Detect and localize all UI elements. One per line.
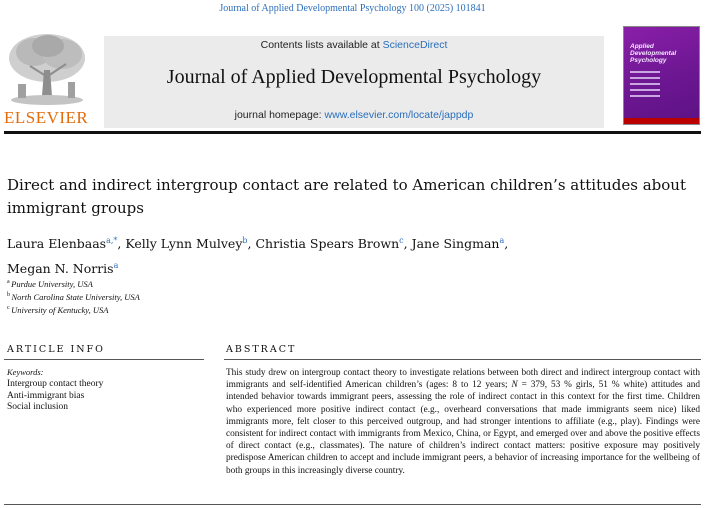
journal-cover[interactable] bbox=[623, 26, 700, 125]
homepage-link[interactable]: www.elsevier.com/locate/jappdp bbox=[324, 109, 474, 121]
affiliation-item: $^b$ North Carolina State University, USA bbox=[7, 291, 140, 302]
journal-banner bbox=[104, 36, 604, 128]
contents-line bbox=[104, 39, 604, 51]
keywords-label: Keywords: bbox=[7, 367, 44, 377]
author-name[interactable]: Kelly Lynn Mulvey bbox=[125, 236, 243, 252]
author-list: Laura Elenbaas$^{a,*}$, Kelly Lynn Mulvey$^b$, Christia Spears Brown$^c$, Jane Singman$^a$, Megan N. Norris$^a$ bbox=[7, 236, 509, 277]
keyword-item: Social inclusion bbox=[7, 402, 68, 412]
header-rule bbox=[4, 131, 701, 134]
article-title: Direct and indirect intergroup contact are related to American children’s attitudes about immigrant groups bbox=[7, 176, 686, 217]
cover-decoration bbox=[630, 71, 670, 101]
author-affiliation-marker[interactable]: a bbox=[499, 236, 505, 245]
author-name[interactable]: Laura Elenbaas bbox=[7, 236, 107, 252]
journal-citation[interactable]: Journal of Applied Developmental Psychology 100 (2025) 101841 bbox=[219, 3, 486, 14]
author-name[interactable]: Jane Singman bbox=[411, 236, 500, 252]
abstract-text: This study drew on intergroup contact theory to investigate relations between both direct and indirect intergroup contact with immigrants and self-identified American children’s (ages: 8 to 12 years; N = 379, 53 % girls, 51 % white) attitudes and intended behavior towards immigrant peers, assessing the role of indirect contact in this context for the first time. Children who experienced more positive indirect contact (e.g., overheard conversations that made immigrants seem nice) liked immigrants more, felt closer to this perceived outgroup, and had stronger intentions to affiliate (e.g., play). Findings were consistent for indirect contact with immigrants from Mexico, China, or Egypt, and emerged over and above the positive effects of direct contact (e.g., classmates). The nature of children’s indirect contact matters: positive exposure may positively predispose American children to accept and include immigrant peers, a behavior of increasing importance for the wellbeing of both groups in this increasingly diverse country. bbox=[226, 368, 700, 476]
author-name[interactable]: Christia Spears Brown bbox=[255, 236, 400, 252]
homepage-prefix: journal homepage: bbox=[234, 109, 325, 121]
article-info-rule bbox=[4, 359, 204, 360]
bottom-rule bbox=[4, 504, 701, 505]
keyword-item: Anti-immigrant bias bbox=[7, 390, 85, 401]
contents-prefix: Contents lists available at bbox=[260, 39, 383, 51]
affiliation-item: $^a$ Purdue University, USA bbox=[7, 278, 93, 289]
affiliation-item: $^c$ University of Kentucky, USA bbox=[7, 304, 109, 315]
cover-title: Applied Developmental Psychology bbox=[630, 43, 677, 64]
author-name[interactable]: Megan N. Norris bbox=[7, 261, 114, 277]
author-affiliation-marker[interactable]: b bbox=[242, 236, 248, 245]
cover-bar bbox=[624, 118, 700, 124]
elsevier-wordmark: ELSEVIER bbox=[4, 108, 89, 127]
journal-title: Journal of Applied Developmental Psychology bbox=[166, 66, 542, 88]
article-info-heading: ARTICLE INFO bbox=[7, 344, 105, 355]
sciencedirect-link[interactable]: ScienceDirect bbox=[382, 39, 448, 51]
author-affiliation-marker[interactable]: c bbox=[399, 236, 404, 245]
journal-homepage bbox=[104, 109, 604, 121]
author-affiliation-marker[interactable]: a,* bbox=[106, 236, 118, 245]
affiliation-list bbox=[7, 277, 407, 315]
tree-logo-icon bbox=[4, 30, 90, 108]
abstract-heading: ABSTRACT bbox=[226, 344, 297, 355]
elsevier-logo bbox=[4, 30, 90, 130]
keyword-item: Intergroup contact theory bbox=[7, 379, 104, 389]
author-affiliation-marker[interactable]: a bbox=[113, 261, 119, 271]
keywords-list bbox=[7, 379, 207, 414]
abstract-rule bbox=[224, 359, 701, 360]
